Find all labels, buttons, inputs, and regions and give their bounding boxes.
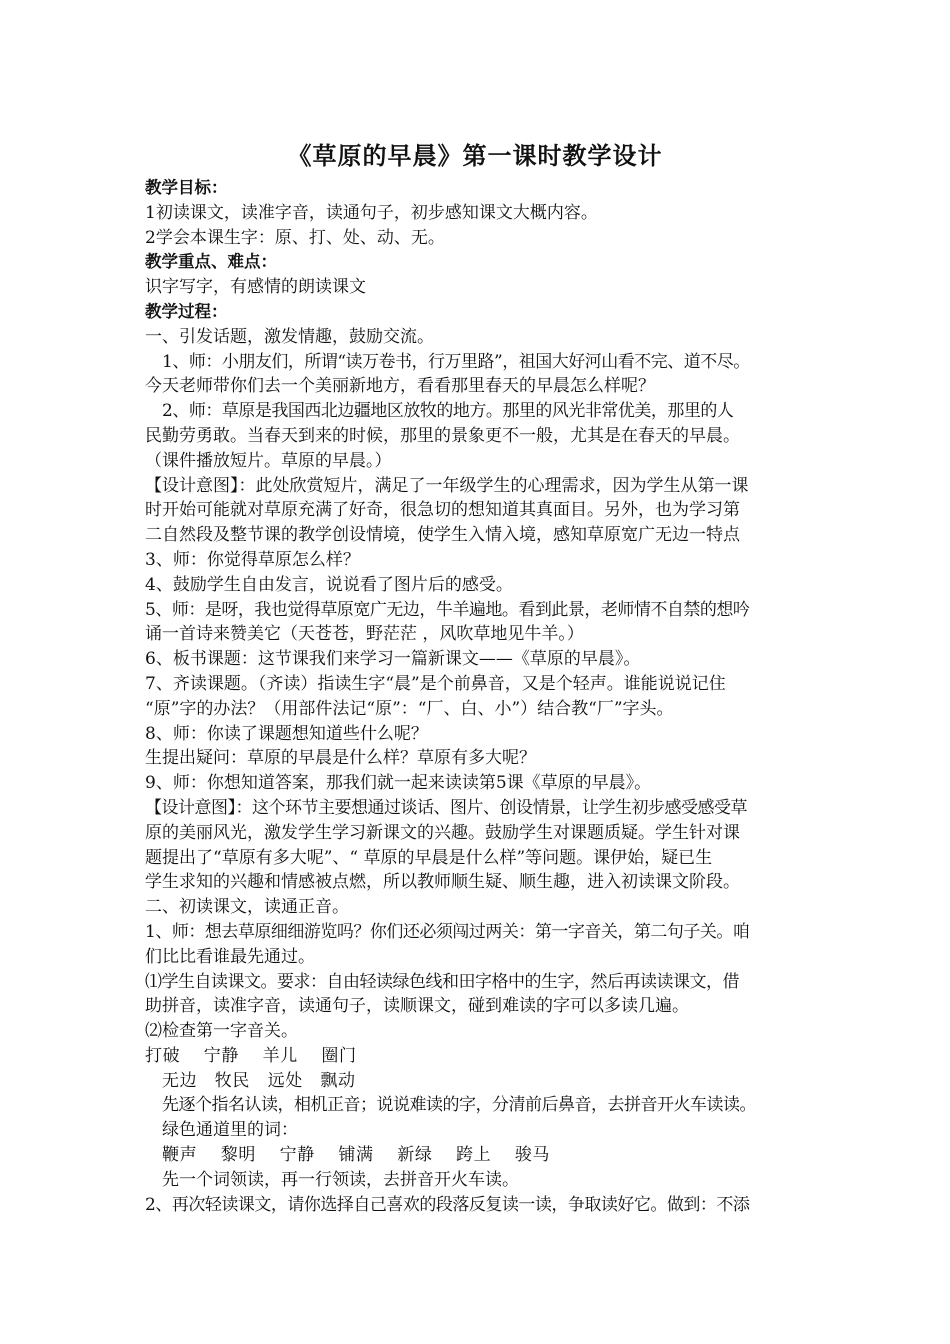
- paragraph-line: 2、师：草原是我国西北边疆地区放牧的地方。那里的风光非常优美，那里的人: [162, 401, 734, 422]
- objective-line: 1初读课文，读准字音，读通句子，初步感知课文大概内容。: [145, 202, 598, 223]
- design-intent-line: 二自然段及整节课的教学创设情境，使学生入情入境，感知草原宽广无边一特点: [145, 525, 740, 546]
- section-heading-objectives: 教学目标：: [145, 178, 228, 197]
- design-intent-line: 【设计意图】：这个环节主要想通过谈话、图片、创设情景，让学生初步感受感受草: [145, 797, 747, 818]
- paragraph-line: 先逐个指名认读，相机正音；说说难读的字，分清前后鼻音，去拼音开火车读读。: [162, 1095, 756, 1116]
- design-intent-line: 学生求知的兴趣和情感被点燃，所以教师顺生疑、顺生趣，进入初读课文阶段。: [145, 872, 740, 893]
- document-body: [145, 176, 813, 1217]
- paragraph-line: 助拼音，读准字音，读通句子，读顺课文，碰到难读的字可以多读几遍。: [145, 996, 689, 1017]
- design-intent-line: 时开始可能就对草原充满了好奇，很急切的想知道其真面目。另外，也为学习第: [145, 500, 740, 521]
- paragraph-line: 2、再次轻读课文，请你选择自己喜欢的段落反复读一读，争取读好它。做到：不添: [145, 1194, 750, 1215]
- paragraph-line: 生提出疑问：草原的早晨是什么样？草原有多大呢？: [145, 748, 536, 769]
- paragraph-line: 诵一首诗来赞美它（天苍苍，野茫茫 ，风吹草地见牛羊。）: [145, 624, 584, 645]
- paragraph-line: 绿色通道里的词：: [162, 1120, 298, 1141]
- paragraph-line: 8、师：你读了课题想知道些什么呢？: [145, 723, 428, 744]
- paragraph-line: 们比比看谁最先通过。: [145, 946, 315, 967]
- objective-line: 2学会本课生字：原、打、处、动、无。: [145, 227, 445, 248]
- paragraph-line: 1、师：想去草原细细游览吗？你们还必须闯过两关：第一字音关，第二句子关。咱: [145, 921, 750, 942]
- paragraph-line: 4、鼓励学生自由发言，说说看了图片后的感受。: [145, 574, 513, 595]
- paragraph-line: 5、师：是呀，我也觉得草原宽广无边，牛羊遍地。看到此景，老师情不自禁的想吟: [145, 599, 750, 620]
- word-list-line: 鞭声 黎明 宁静 铺满 新绿 跨上 骏马: [162, 1145, 551, 1166]
- design-intent-line: 原的美丽风光，激发学生学习新课文的兴趣。鼓励学生对课题质疑。学生针对课: [145, 822, 740, 843]
- section-heading-process: 教学过程：: [145, 301, 228, 321]
- word-list-line: 无边 牧民 远处 飘动: [162, 1070, 356, 1091]
- paragraph-line: 民勤劳勇敢。当春天到来的时候，那里的景象更不一般，尤其是在春天的早晨。: [145, 425, 740, 446]
- paragraph-line: 1、师：小朋友们，所谓“读万卷书，行万里路”，祖国大好河山看不完、道不尽。: [162, 351, 750, 372]
- process-step-heading: 一、引发话题，激发情趣，鼓励交流。: [145, 326, 434, 347]
- paragraph-line: 6、板书课题：这节课我们来学习一篇新课文——《草原的早晨》。: [145, 649, 641, 670]
- paragraph-line: （课件播放短片。草原的早晨。）: [145, 450, 392, 471]
- paragraph-line: ⑴学生自读课文。要求：自由轻读绿色线和田字格中的生字，然后再读读课文，借: [145, 971, 739, 992]
- design-intent-line: 【设计意图】：此处欣赏短片，满足了一年级学生的心理需求，因为学生从第一课: [145, 475, 749, 496]
- paragraph-line: 7、齐读课题。（齐读）指读生字“晨”是个前鼻音，又是个轻声。谁能说说记住: [145, 673, 726, 694]
- word-list-line: 打破 宁静 羊儿 圈门: [145, 1045, 357, 1066]
- section-heading-key-points: 教学重点、难点：: [145, 252, 277, 272]
- design-intent-line: 题提出了“草原有多大呢”、“ 草原的早晨是什么样”等问题。课伊始，疑已生: [145, 847, 713, 868]
- paragraph-line: 今天老师带你们去一个美丽新地方，看看那里春天的早晨怎么样呢？: [145, 376, 655, 397]
- process-step-heading: 二、初读课文，读通正音。: [145, 897, 349, 918]
- key-points-line: 识字写字，有感情的朗读课文: [145, 277, 366, 298]
- paragraph-line: “原”字的办法？（用部件法记“原”：“厂、白、小”）结合教“厂”字头。: [145, 698, 674, 719]
- paragraph-line: 先一个词领读，再一行领读，去拼音开火车读。: [162, 1169, 519, 1190]
- paragraph-line: 9、师：你想知道答案，那我们就一起来读读第5课《草原的早晨》。: [145, 773, 652, 794]
- paragraph-line: ⑵检查第一字音关。: [145, 1021, 298, 1042]
- paragraph-line: 3、师：你觉得草原怎么样？: [145, 549, 360, 570]
- document-title: 《草原的早晨》第一课时教学设计: [287, 142, 663, 170]
